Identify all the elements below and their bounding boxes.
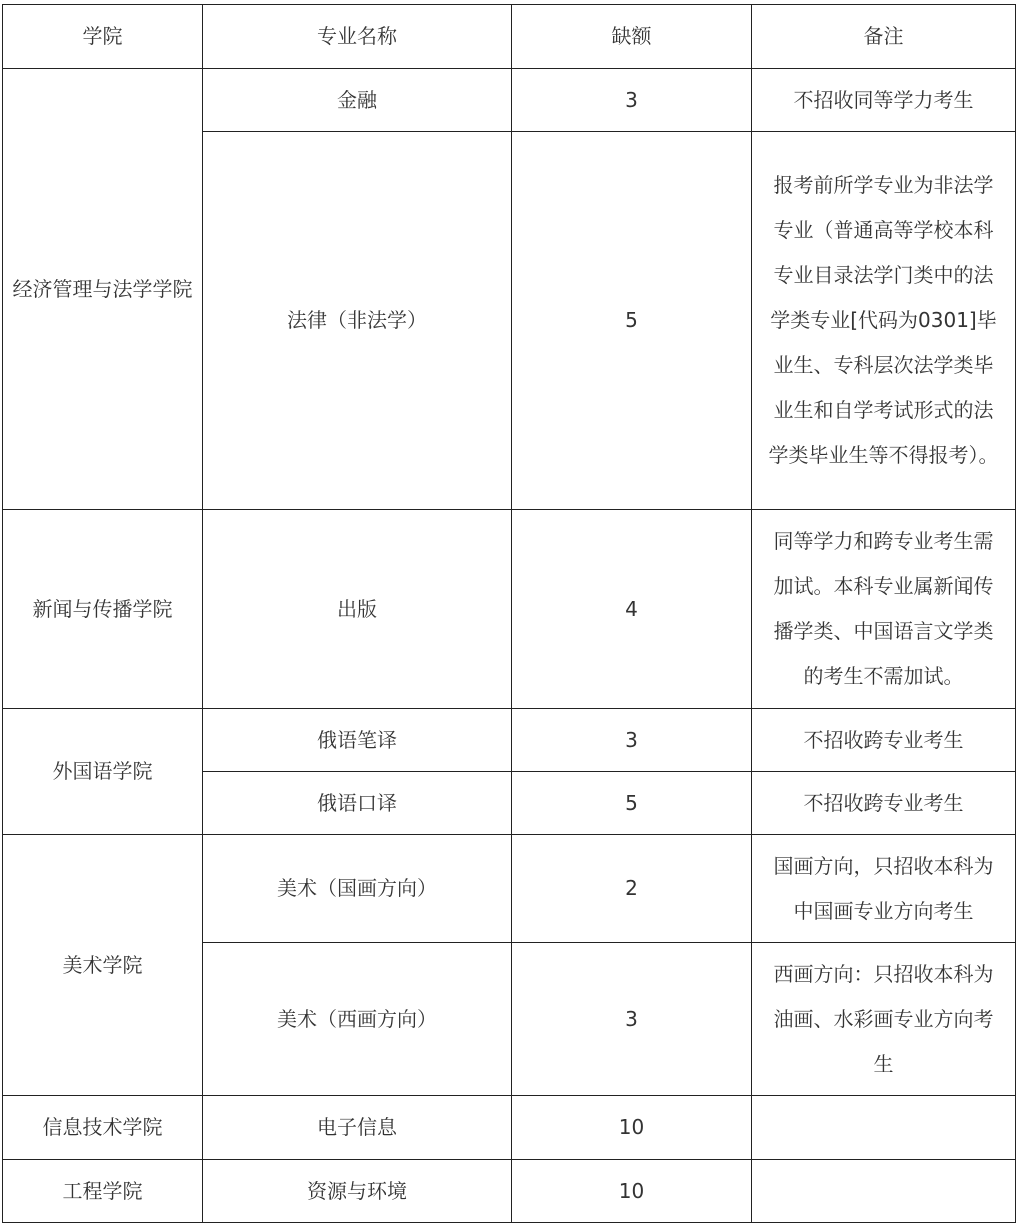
header-note: 备注 [752, 5, 1016, 69]
table-row [3, 69, 1016, 132]
header-college: 学院 [3, 5, 203, 69]
college-cell: 工程学院 [3, 1160, 203, 1223]
vacancy-cell: 4 [512, 510, 752, 709]
note-cell [752, 1096, 1016, 1160]
header-row [3, 5, 1016, 69]
header-major: 专业名称 [203, 5, 512, 69]
major-cell: 法律（非法学） [203, 132, 512, 510]
vacancy-cell: 3 [512, 943, 752, 1096]
vacancy-cell: 2 [512, 835, 752, 943]
major-cell: 俄语笔译 [203, 709, 512, 772]
note-cell: 西画方向：只招收本科为油画、水彩画专业方向考生 [752, 943, 1016, 1096]
college-cell: 信息技术学院 [3, 1096, 203, 1160]
college-cell: 外国语学院 [3, 709, 203, 835]
vacancy-cell: 5 [512, 772, 752, 835]
table-row [3, 1160, 1016, 1223]
vacancy-cell: 10 [512, 1160, 752, 1223]
vacancy-cell: 10 [512, 1096, 752, 1160]
note-cell [752, 1160, 1016, 1223]
note-cell: 不招收同等学力考生 [752, 69, 1016, 132]
note-cell: 国画方向，只招收本科为中国画专业方向考生 [752, 835, 1016, 943]
major-cell: 资源与环境 [203, 1160, 512, 1223]
note-cell: 报考前所学专业为非法学专业（普通高等学校本科专业目录法学门类中的法学类专业[代码为0301]毕业生、专科层次法学类毕业生和自学考试形式的法学类毕业生等不得报考）。 [752, 132, 1016, 510]
table-row [3, 709, 1016, 772]
college-cell: 美术学院 [3, 835, 203, 1096]
table-row [3, 835, 1016, 943]
major-cell: 美术（国画方向） [203, 835, 512, 943]
table-row [3, 1096, 1016, 1160]
vacancy-table [2, 4, 1016, 1223]
note-cell: 不招收跨专业考生 [752, 709, 1016, 772]
vacancy-cell: 3 [512, 69, 752, 132]
major-cell: 出版 [203, 510, 512, 709]
note-cell: 同等学力和跨专业考生需加试。本科专业属新闻传播学类、中国语言文学类的考生不需加试。 [752, 510, 1016, 709]
header-vacancy: 缺额 [512, 5, 752, 69]
major-cell: 金融 [203, 69, 512, 132]
vacancy-cell: 3 [512, 709, 752, 772]
college-cell: 新闻与传播学院 [3, 510, 203, 709]
college-cell: 经济管理与法学学院 [3, 69, 203, 510]
note-cell: 不招收跨专业考生 [752, 772, 1016, 835]
major-cell: 俄语口译 [203, 772, 512, 835]
table-row [3, 510, 1016, 709]
major-cell: 电子信息 [203, 1096, 512, 1160]
major-cell: 美术（西画方向） [203, 943, 512, 1096]
vacancy-cell: 5 [512, 132, 752, 510]
